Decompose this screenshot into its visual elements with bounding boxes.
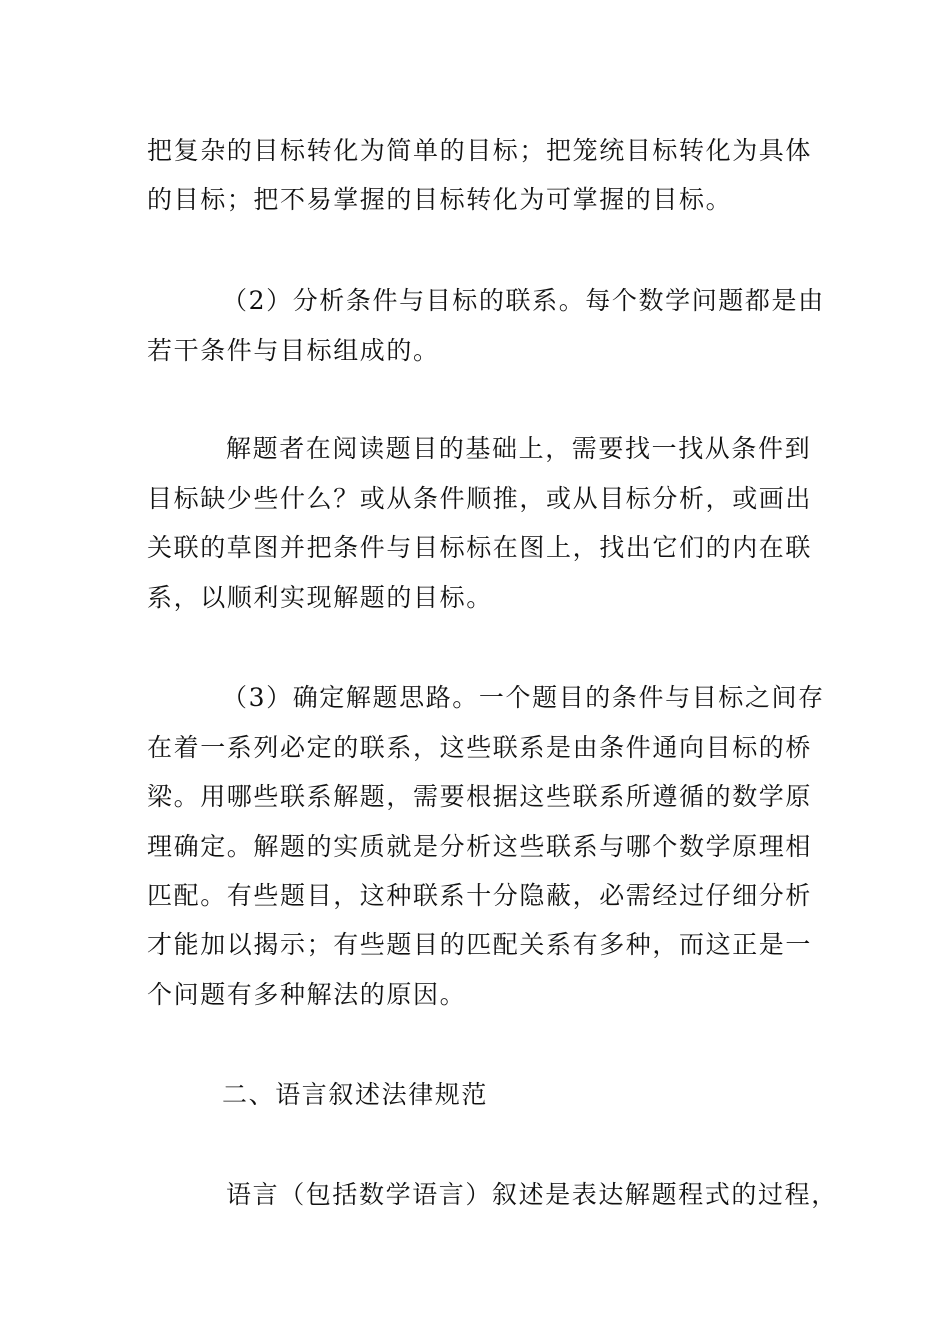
paragraph-4-line-3: 梁。用哪些联系解题，需要根据这些联系所遵循的数学原 [147,782,813,811]
paragraph-4-line-7: 个问题有多种解法的原因。 [147,980,467,1009]
paragraph-4-line-5: 匹配。有些题目，这种联系十分隐蔽，必需经过仔细分析 [147,881,813,910]
paragraph-4-line-2: 在着一系列必定的联系，这些联系是由条件通向目标的桥 [147,733,813,762]
paragraph-3-line-3: 关联的草图并把条件与目标标在图上，找出它们的内在联 [147,533,813,562]
paragraph-1-line-1: 把复杂的目标转化为简单的目标；把笼统目标转化为具体 [147,136,813,165]
paragraph-4-line-6: 才能加以揭示；有些题目的匹配关系有多种，而这正是一 [147,930,813,959]
paragraph-1-line-2: 的目标；把不易掌握的目标转化为可掌握的目标。 [147,185,733,214]
section-heading: 二、语言叙述法律规范 [222,1080,489,1109]
paragraph-3-line-2: 目标缺少些什么？或从条件顺推，或从目标分析，或画出 [147,484,813,513]
paragraph-3-line-1: 解题者在阅读题目的基础上，需要找一找从条件到 [226,434,812,463]
paragraph-2-line-2: 若干条件与目标组成的。 [147,336,440,365]
paragraph-2-line-1: （2）分析条件与目标的联系。每个数学问题都是由 [222,286,825,315]
paragraph-4-line-1: （3）确定解题思路。一个题目的条件与目标之间存 [222,683,825,712]
paragraph-4-line-4: 理确定。解题的实质就是分析这些联系与哪个数学原理相 [147,832,813,861]
paragraph-5-line-1: 语言（包括数学语言）叙述是表达解题程式的过程， [226,1180,838,1209]
paragraph-3-line-4: 系，以顺利实现解题的目标。 [147,583,493,612]
